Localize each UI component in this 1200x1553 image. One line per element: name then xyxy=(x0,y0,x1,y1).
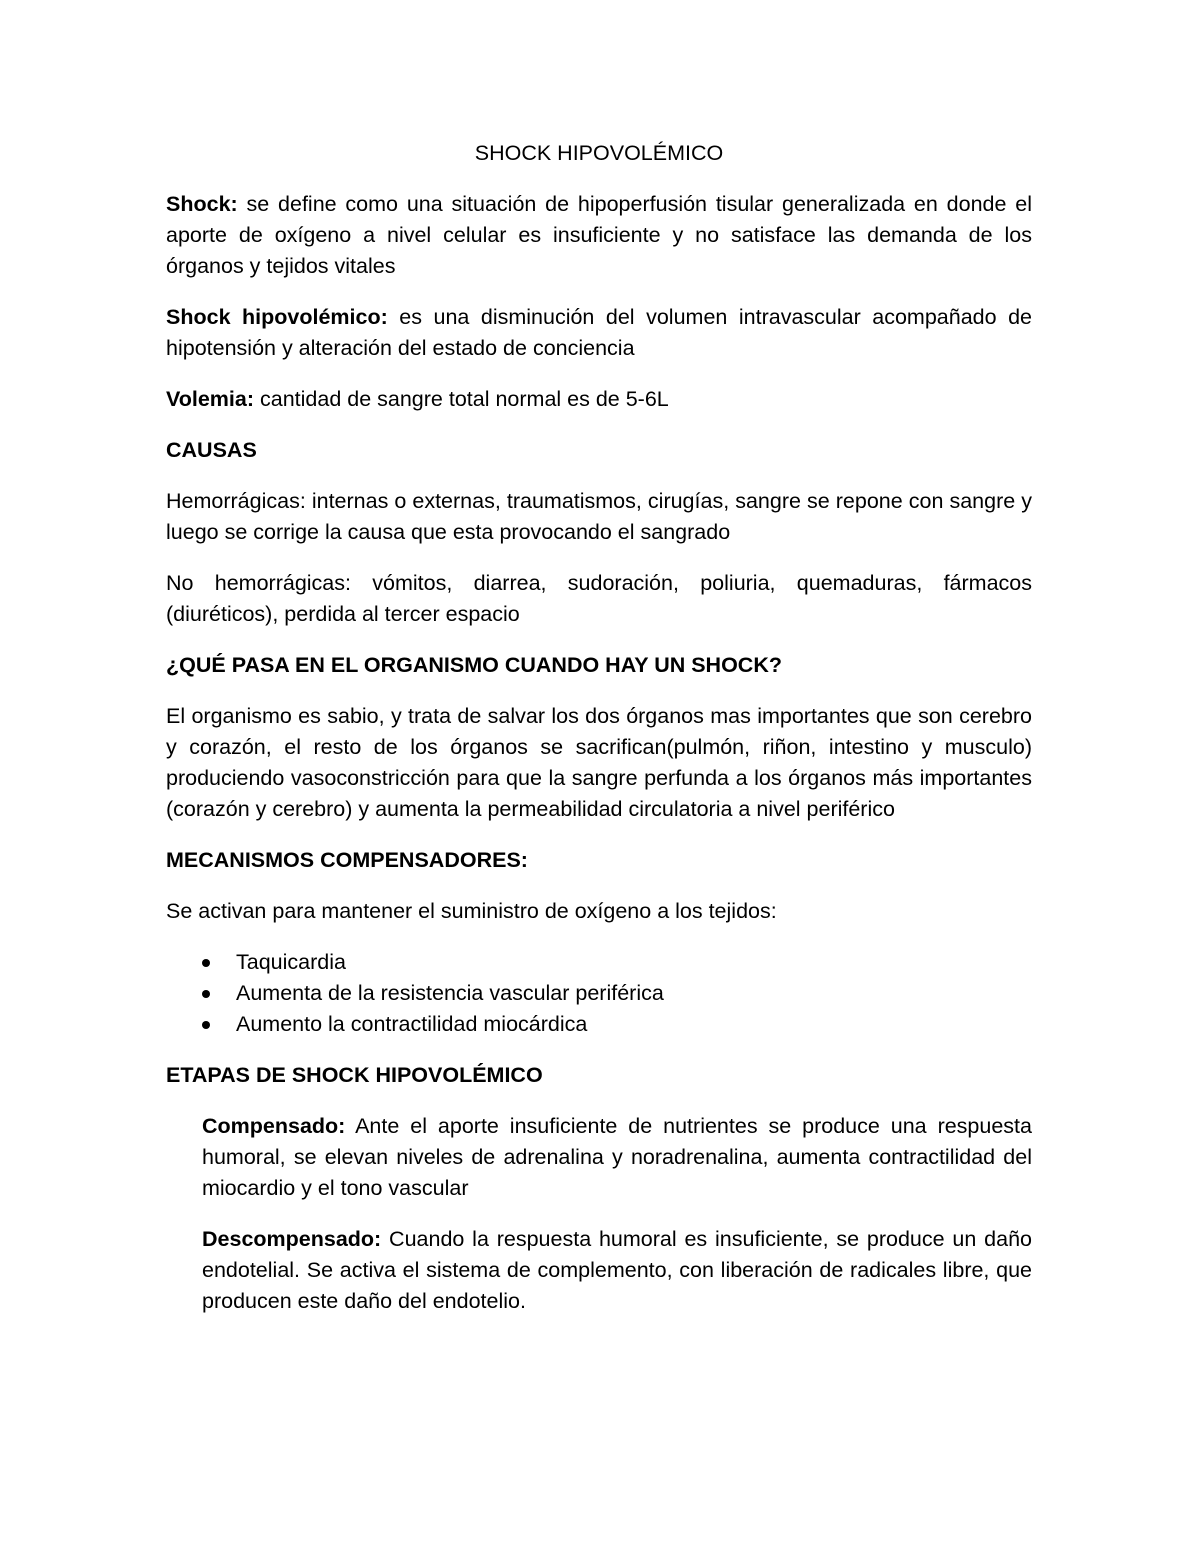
definition-term: Shock: xyxy=(166,192,238,216)
etapa-term: Descompensado: xyxy=(202,1227,382,1251)
section-heading-etapas: ETAPAS DE SHOCK HIPOVOLÉMICO xyxy=(166,1063,543,1087)
list-item xyxy=(166,1009,1032,1040)
section-heading-mecanismos: MECANISMOS COMPENSADORES: xyxy=(166,848,528,872)
definition-text: cantidad de sangre total normal es de 5-6L xyxy=(254,387,669,411)
causas-no-hemorragicas: No hemorrágicas: vómitos, diarrea, sudoración, poliuria, quemaduras, fármacos (diuréticos), perdida al tercer espacio xyxy=(166,571,1032,626)
definition-term: Shock hipovolémico: xyxy=(166,305,388,329)
list-item-label: Aumenta de la resistencia vascular periférica xyxy=(236,981,664,1005)
bullet-icon xyxy=(202,959,210,967)
list-item-label: Taquicardia xyxy=(236,950,346,974)
etapa-term: Compensado: xyxy=(202,1114,346,1138)
causas-hemorragicas: Hemorrágicas: internas o externas, traumatismos, cirugías, sangre se repone con sangre y luego se corrige la causa que esta provocando el sangrado xyxy=(166,489,1032,544)
definition-volemia xyxy=(166,384,1032,415)
mecanismos-intro: Se activan para mantener el suministro de oxígeno a los tejidos: xyxy=(166,899,777,923)
definition-shock xyxy=(166,189,1032,282)
list-item xyxy=(166,947,1032,978)
bullet-icon xyxy=(202,1021,210,1029)
document-title: SHOCK HIPOVOLÉMICO xyxy=(474,141,724,165)
etapa-compensado xyxy=(202,1111,1032,1204)
etapa-text: Cuando la respuesta humoral es insuficiente, se produce un daño endotelial. Se activa el sistema de complemento, con liberación de radicales libre, que producen este daño del endotelio. xyxy=(202,1227,1032,1313)
definition-term: Volemia: xyxy=(166,387,255,411)
section-heading-organismo: ¿QUÉ PASA EN EL ORGANISMO CUANDO HAY UN SHOCK? xyxy=(166,653,782,677)
etapa-text: Ante el aporte insuficiente de nutrientes se produce una respuesta humoral, se elevan niveles de adrenalina y noradrenalina, aumenta contractilidad del miocardio y el tono vascular xyxy=(202,1114,1032,1200)
definition-shock-hipovolemico xyxy=(166,302,1032,364)
bullet-icon xyxy=(202,990,210,998)
organismo-paragraph: El organismo es sabio, y trata de salvar los dos órganos mas importantes que son cerebro y corazón, el resto de los órganos se sacrifican(pulmón, riñon, intestino y musculo) produciendo vasoconstricción para que la sangre perfunda a los órganos más importantes (corazón y cerebro) y aumenta la permeabilidad circulatoria a nivel periférico xyxy=(166,704,1032,821)
definition-text: es una disminución del volumen intravascular acompañado de hipotensión y alteración del estado de conciencia xyxy=(166,305,1032,360)
definition-text: se define como una situación de hipoperfusión tisular generalizada en donde el aporte de oxígeno a nivel celular es insuficiente y no satisface las demanda de los órganos y tejidos vitales xyxy=(166,192,1032,278)
list-item-label: Aumento la contractilidad miocárdica xyxy=(236,1012,588,1036)
etapa-descompensado xyxy=(202,1224,1032,1317)
document-page xyxy=(166,138,1032,1337)
section-heading-causas: CAUSAS xyxy=(166,438,257,462)
mecanismos-list xyxy=(166,947,1032,1040)
list-item xyxy=(166,978,1032,1009)
